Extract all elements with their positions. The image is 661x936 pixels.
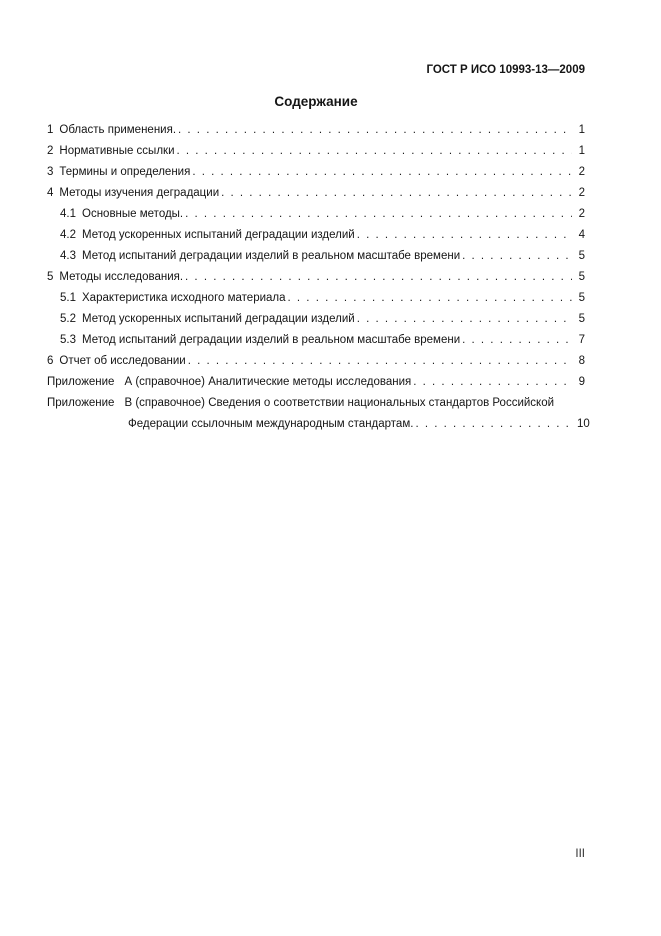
dot-leader xyxy=(415,414,572,435)
toc-row xyxy=(47,414,590,435)
toc-row xyxy=(47,351,585,372)
toc-title: Содержание xyxy=(274,94,358,109)
toc-entry-page: 5 xyxy=(578,313,585,325)
toc-entry-text: Основные методы. xyxy=(82,208,184,220)
toc-row xyxy=(47,183,585,204)
toc-entry-text: В (справочное) Сведения о соответствии национальных стандартов Российской xyxy=(124,397,555,409)
dot-leader xyxy=(357,225,572,246)
toc-row xyxy=(47,225,585,246)
toc-entry-number: 5.1 xyxy=(60,292,76,304)
folio-page-number: III xyxy=(575,848,585,860)
toc-entry-text: Метод ускоренных испытаний деградации изделий xyxy=(82,229,355,241)
toc-entry-number: 2 xyxy=(47,145,54,157)
toc-entry-number: 5.3 xyxy=(60,334,76,346)
toc-entry-number: 4.2 xyxy=(60,229,76,241)
toc-entry-page: 9 xyxy=(578,376,585,388)
toc-row xyxy=(47,267,585,288)
toc-entry-number: 4.1 xyxy=(60,208,76,220)
toc-row xyxy=(47,309,585,330)
toc-entry-number: 5.2 xyxy=(60,313,76,325)
toc-entry-number: 6 xyxy=(47,355,54,367)
document-code-header: ГОСТ Р ИСО 10993-13—2009 xyxy=(426,64,585,76)
toc-row xyxy=(47,246,585,267)
toc-entry-text: А (справочное) Аналитические методы исследования xyxy=(124,376,412,388)
toc-entry-page: 5 xyxy=(578,292,585,304)
toc-entry-number: 4.3 xyxy=(60,250,76,262)
toc-row xyxy=(47,372,585,393)
dot-leader xyxy=(357,309,572,330)
toc-entry-text: Нормативные ссылки xyxy=(59,145,175,157)
toc-entry-page: 2 xyxy=(578,187,585,199)
toc-entry-text: Область применения. xyxy=(59,124,177,136)
toc-entry-page: 5 xyxy=(578,250,585,262)
dot-leader xyxy=(462,246,572,267)
toc-entry-page: 5 xyxy=(578,271,585,283)
toc-entry-number: Приложение xyxy=(47,397,115,409)
toc-entry-text: Методы исследования. xyxy=(59,271,184,283)
toc-entry-text: Характеристика исходного материала xyxy=(82,292,286,304)
toc-row xyxy=(47,330,585,351)
toc-entry-number: Приложение xyxy=(47,376,115,388)
toc-row xyxy=(47,288,585,309)
dot-leader xyxy=(221,183,572,204)
dot-leader xyxy=(413,372,572,393)
toc-entry-number: 3 xyxy=(47,166,54,178)
toc-entry-number: 5 xyxy=(47,271,54,283)
toc-entry-page: 10 xyxy=(577,418,590,430)
toc-entry-text: Метод испытаний деградации изделий в реальном масштабе времени xyxy=(82,250,461,262)
toc-entry-page: 2 xyxy=(578,166,585,178)
toc-entry-text: Федерации ссылочным международным стандартам. xyxy=(128,418,414,430)
toc-entry-text: Метод испытаний деградации изделий в реальном масштабе времени xyxy=(82,334,461,346)
toc-row xyxy=(47,162,585,183)
toc-row xyxy=(47,393,585,414)
toc-entry-text: Отчет об исследовании xyxy=(59,355,186,367)
page-content xyxy=(47,0,590,435)
toc-entry-text: Термины и определения xyxy=(59,166,191,178)
toc-entry-page: 2 xyxy=(578,208,585,220)
toc-list xyxy=(47,120,590,435)
dot-leader xyxy=(185,267,572,288)
dot-leader xyxy=(288,288,572,309)
toc-entry-page: 4 xyxy=(578,229,585,241)
toc-entry-page: 1 xyxy=(578,145,585,157)
toc-row xyxy=(47,120,585,141)
dot-leader xyxy=(462,330,572,351)
toc-entry-text: Метод ускоренных испытаний деградации изделий xyxy=(82,313,355,325)
toc-entry-number: 4 xyxy=(47,187,54,199)
toc-entry-page: 1 xyxy=(578,124,585,136)
dot-leader xyxy=(192,162,572,183)
toc-entry-page: 7 xyxy=(578,334,585,346)
toc-row xyxy=(47,204,585,225)
dot-leader xyxy=(185,204,572,225)
dot-leader xyxy=(188,351,572,372)
toc-entry-number: 1 xyxy=(47,124,54,136)
toc-entry-text: Методы изучения деградации xyxy=(59,187,220,199)
dot-leader xyxy=(177,141,573,162)
toc-entry-page: 8 xyxy=(578,355,585,367)
toc-row xyxy=(47,141,585,162)
dot-leader xyxy=(178,120,572,141)
